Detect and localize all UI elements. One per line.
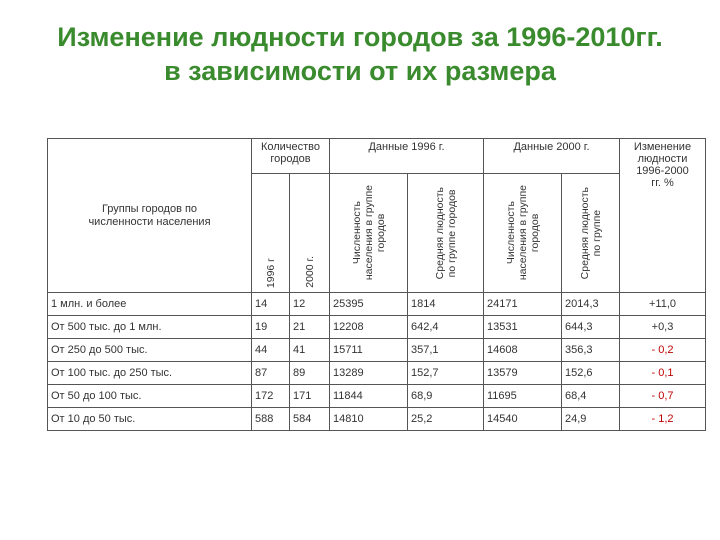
row-pop-1996: 25395 [330, 293, 408, 316]
header-pop-2000-l2: населения в группе [516, 185, 529, 281]
row-avg-1996: 642,4 [408, 316, 484, 339]
table-row [48, 385, 706, 408]
table-row [48, 408, 706, 431]
header-avg-1996-label [434, 187, 458, 279]
row-count-1996: 172 [252, 385, 290, 408]
header-pop-1996-l2: населения в группе [362, 185, 375, 281]
row-avg-2000: 24,9 [562, 408, 620, 431]
header-pop-1996-label [351, 185, 387, 280]
row-change: - 0,7 [620, 385, 706, 408]
row-avg-2000: 68,4 [562, 385, 620, 408]
row-count-1996: 19 [252, 316, 290, 339]
row-avg-1996: 68,9 [408, 385, 484, 408]
row-count-2000: 21 [290, 316, 330, 339]
table-row [48, 339, 706, 362]
header-change-label: Изменение людности 1996-2000 гг. % [633, 141, 692, 189]
row-count-1996: 87 [252, 362, 290, 385]
row-avg-1996: 1814 [408, 293, 484, 316]
row-pop-1996: 11844 [330, 385, 408, 408]
header-avg-1996-l2: по группе городов [445, 189, 458, 277]
row-pop-2000: 13531 [484, 316, 562, 339]
row-group-name: 1 млн. и более [48, 293, 252, 316]
row-count-2000: 171 [290, 385, 330, 408]
header-groups-label: Группы городов по численности населения [88, 202, 211, 228]
row-avg-1996: 152,7 [408, 362, 484, 385]
row-group-name: От 500 тыс. до 1 млн. [48, 316, 252, 339]
header-data-2000: Данные 2000 г. [484, 139, 620, 174]
header-change [620, 139, 706, 293]
row-pop-1996: 13289 [330, 362, 408, 385]
row-pop-2000: 24171 [484, 293, 562, 316]
header-pop-1996 [330, 174, 408, 293]
header-pop-1996-l1: Численность [350, 201, 363, 265]
header-groups [48, 139, 252, 293]
header-2000 [290, 174, 330, 293]
header-avg-2000-label [579, 187, 603, 279]
row-pop-1996: 14810 [330, 408, 408, 431]
header-avg-1996 [408, 174, 484, 293]
row-avg-1996: 25,2 [408, 408, 484, 431]
header-pop-2000 [484, 174, 562, 293]
slide-title-line2: в зависимости от их размера [164, 56, 556, 86]
header-pop-2000-l1: Численность [504, 201, 517, 265]
row-pop-2000: 13579 [484, 362, 562, 385]
header-count-label: Количество городов [260, 141, 321, 165]
header-avg-1996-l1: Средняя людность [433, 186, 446, 280]
row-avg-1996: 357,1 [408, 339, 484, 362]
row-avg-2000: 2014,3 [562, 293, 620, 316]
row-avg-2000: 356,3 [562, 339, 620, 362]
row-change: +11,0 [620, 293, 706, 316]
header-avg-2000-l1: Средняя людность [578, 186, 591, 280]
header-row-1 [48, 139, 706, 174]
row-pop-1996: 15711 [330, 339, 408, 362]
header-2000-label: 2000 г. [303, 256, 316, 288]
slide-title-line1: Изменение людности городов за 1996-2010гг. [57, 22, 663, 52]
row-change: +0,3 [620, 316, 706, 339]
row-pop-2000: 14608 [484, 339, 562, 362]
row-change: - 1,2 [620, 408, 706, 431]
row-change: - 0,1 [620, 362, 706, 385]
row-pop-1996: 12208 [330, 316, 408, 339]
row-group-name: От 250 до 500 тыс. [48, 339, 252, 362]
row-count-2000: 584 [290, 408, 330, 431]
table-row [48, 316, 706, 339]
table-row [48, 293, 706, 316]
header-pop-1996-l3: городов [374, 213, 387, 253]
population-table [47, 138, 706, 431]
slide-title [0, 20, 720, 88]
header-1996-label: 1996 г [264, 257, 277, 288]
row-count-2000: 89 [290, 362, 330, 385]
row-count-2000: 12 [290, 293, 330, 316]
header-pop-2000-l3: городов [528, 213, 541, 253]
row-pop-2000: 11695 [484, 385, 562, 408]
header-1996 [252, 174, 290, 293]
table-row [48, 362, 706, 385]
row-avg-2000: 152,6 [562, 362, 620, 385]
header-data-1996: Данные 1996 г. [330, 139, 484, 174]
header-avg-2000-l2: по группе [590, 209, 603, 257]
row-count-2000: 41 [290, 339, 330, 362]
row-count-1996: 44 [252, 339, 290, 362]
header-pop-2000-label [505, 185, 541, 280]
row-group-name: От 10 до 50 тыс. [48, 408, 252, 431]
row-avg-2000: 644,3 [562, 316, 620, 339]
header-avg-2000 [562, 174, 620, 293]
row-count-1996: 14 [252, 293, 290, 316]
row-pop-2000: 14540 [484, 408, 562, 431]
row-count-1996: 588 [252, 408, 290, 431]
row-change: - 0,2 [620, 339, 706, 362]
header-count [252, 139, 330, 174]
row-group-name: От 100 тыс. до 250 тыс. [48, 362, 252, 385]
row-group-name: От 50 до 100 тыс. [48, 385, 252, 408]
